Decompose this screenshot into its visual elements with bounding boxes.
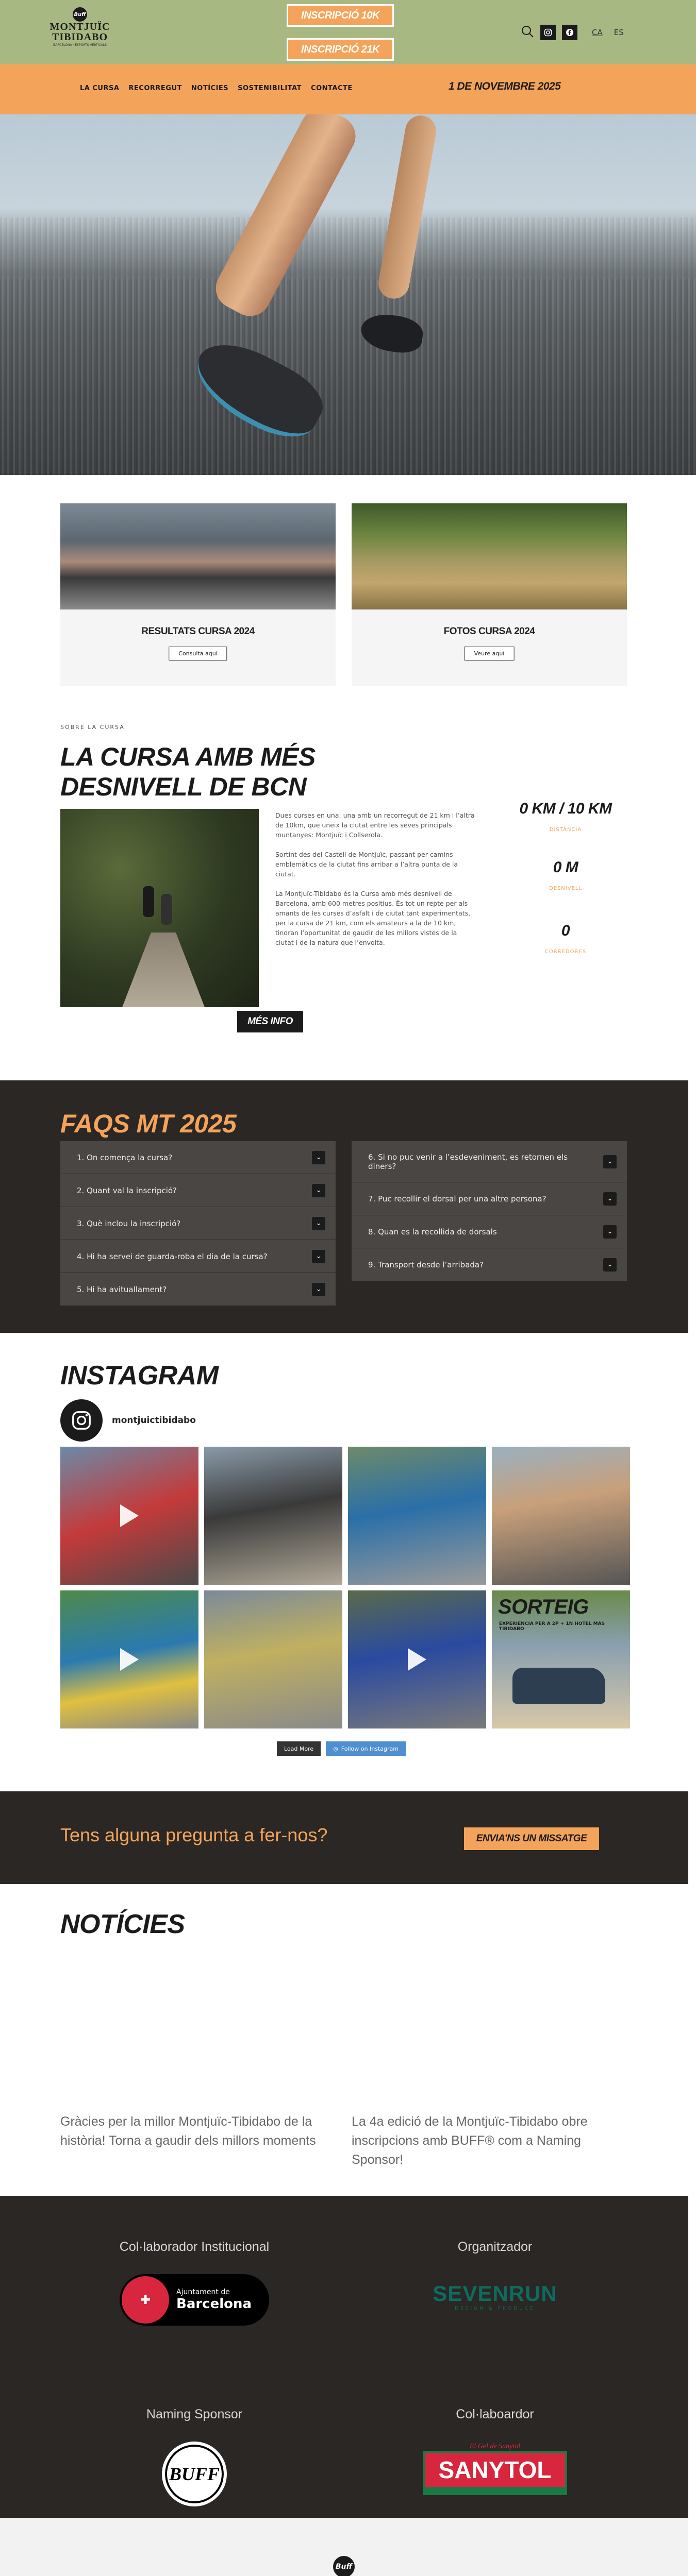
sorteig-subtitle: EXPERIENCIA PER A 2P + 1N HOTEL MAS TIBIDABO: [499, 1621, 605, 1632]
partner-naming-sponsor: [60, 2407, 328, 2506]
faq-question: 5. Hi ha avituallament?: [77, 1284, 167, 1294]
chevron-down-icon[interactable]: ⌄: [312, 1217, 325, 1230]
instagram-post[interactable]: [204, 1447, 342, 1585]
contact-text: Tens alguna pregunta a fer-nos?: [60, 1824, 328, 1845]
faq-item[interactable]: [60, 1174, 336, 1207]
follow-label: Follow on Instagram: [341, 1745, 399, 1752]
faq-title: FAQS MT 2025: [60, 1109, 237, 1138]
register-10k-button[interactable]: INSCRIPCIÓ 10K: [287, 4, 394, 27]
facebook-icon[interactable]: [562, 25, 577, 40]
city-texture: [0, 217, 696, 279]
faq-item[interactable]: [60, 1273, 336, 1306]
chevron-down-icon[interactable]: ⌄: [312, 1151, 325, 1164]
faq-item[interactable]: [352, 1248, 627, 1281]
about-kicker: SOBRE LA CURSA: [60, 724, 125, 731]
play-icon: [120, 1648, 139, 1671]
site-logo[interactable]: [42, 7, 118, 59]
faq-question: 7. Puc recollir el dorsal per una altre persona?: [368, 1194, 546, 1204]
faq-item[interactable]: [352, 1215, 627, 1248]
instagram-title: INSTAGRAM: [60, 1361, 219, 1391]
news-item[interactable]: La 4a edició de la Montjuïc-Tibidabo obre inscripcions amb BUFF® com a Naming Sponsor!: [352, 2114, 588, 2167]
stat-value: 0 KM / 10 KM: [519, 800, 612, 817]
barcelona-seal-icon: ✚: [122, 2276, 169, 2324]
logo-word-top: MONTJUÏC: [49, 21, 110, 32]
ajuntament-line2: Barcelona: [176, 2296, 252, 2312]
instagram-post[interactable]: [60, 1447, 198, 1585]
runner-figure: [161, 894, 172, 925]
instagram-grid: [60, 1447, 630, 1728]
instagram-post[interactable]: [492, 1590, 630, 1728]
stat-value: 0 M: [553, 859, 578, 876]
chevron-down-icon[interactable]: ⌄: [603, 1225, 617, 1239]
partner-institutional: [60, 2240, 328, 2326]
sanytol-tagline: El Gel de Sanytol: [469, 2443, 521, 2450]
sanytol-logo[interactable]: [423, 2443, 567, 2495]
nav-sostenibilitat[interactable]: SOSTENIBILITAT: [238, 84, 302, 92]
photos-button[interactable]: Veure aquí: [465, 647, 515, 660]
footer-logo[interactable]: [292, 2556, 395, 2576]
sevenrun-logo[interactable]: SEVENRUN: [433, 2281, 557, 2306]
partner-label: Naming Sponsor: [146, 2407, 243, 2421]
about-text: [275, 810, 476, 957]
faq-item[interactable]: [352, 1182, 627, 1215]
nav-contacte[interactable]: CONTACTE: [311, 84, 353, 92]
header-tools: [521, 25, 624, 40]
more-info-button[interactable]: MÉS INFO: [237, 1011, 303, 1032]
race-date: 1 DE NOVEMBRE 2025: [449, 80, 561, 92]
news-section: [60, 1909, 627, 2182]
about-paragraph: Dues curses en una: una amb un recorregut de 21 km i l’altra de 10km, que uneix la ciutat entre les seves principals muntanyes: Montjuïc i Collserola.: [275, 811, 475, 839]
search-icon[interactable]: [521, 25, 534, 40]
nav-links: [80, 84, 353, 92]
play-icon: [120, 1504, 139, 1527]
sanytol-wordmark: SANYTOL: [423, 2451, 567, 2489]
instagram-profile[interactable]: [60, 1399, 627, 1442]
ajuntament-line1: Ajuntament de: [176, 2288, 230, 2296]
trail-path: [122, 933, 205, 1007]
stat-value: 0: [561, 922, 570, 939]
nav-la-cursa[interactable]: LA CURSA: [80, 84, 120, 92]
about-title: LA CURSA AMB MÉS DESNIVELL DE BCN: [60, 742, 316, 801]
instagram-post[interactable]: [348, 1590, 486, 1728]
play-icon: [408, 1648, 426, 1671]
chevron-down-icon[interactable]: ⌄: [312, 1184, 325, 1197]
runner-figure: [143, 886, 154, 917]
buff-logo[interactable]: BUFF: [162, 2442, 227, 2506]
ajuntament-text: [176, 2288, 252, 2312]
partners-section: [0, 2196, 688, 2518]
photos-photo: [352, 503, 627, 609]
results-card: [60, 503, 336, 686]
sanytol-bar: [423, 2489, 567, 2495]
top-header: [0, 0, 696, 64]
photos-card: [352, 503, 627, 686]
partner-label: Col·laborador Institucional: [119, 2240, 270, 2254]
faq-column-right: [352, 1141, 627, 1281]
instagram-icon: ◎: [333, 1745, 338, 1752]
instagram-icon: [60, 1399, 103, 1442]
photos-card-title: FOTOS CURSA 2024: [443, 626, 535, 637]
stat-label: CORREDORES: [544, 949, 587, 955]
chevron-down-icon[interactable]: ⌄: [603, 1192, 617, 1206]
faq-question: 3. Què inclou la inscripció?: [77, 1218, 181, 1228]
results-button[interactable]: Consulta aquí: [169, 647, 227, 660]
contact-section: [0, 1791, 688, 1884]
sorteig-label: SORTEIG: [498, 1596, 589, 1618]
stat-label: DESNIVELL: [549, 886, 583, 891]
instagram-section: [60, 1360, 627, 1752]
faq-question: 6. Si no puc venir a l’esdeveniment, es retornen els diners?: [368, 1152, 568, 1171]
car-image: [512, 1668, 605, 1704]
faq-question: 1. On comença la cursa?: [77, 1153, 173, 1162]
stat-label: DISTÀNCIA: [549, 827, 582, 833]
news-title: NOTÍCIES: [60, 1909, 185, 1939]
instagram-post[interactable]: [60, 1590, 198, 1728]
faq-item[interactable]: [60, 1240, 336, 1273]
instagram-post[interactable]: [492, 1447, 630, 1585]
instagram-post[interactable]: [348, 1447, 486, 1585]
contact-button[interactable]: ENVIA’NS UN MISSATGE: [464, 1827, 599, 1850]
chevron-down-icon[interactable]: ⌄: [603, 1155, 617, 1168]
faq-item[interactable]: [60, 1141, 336, 1174]
sevenrun-subtitle: DESIGN & PRODUCE: [455, 2306, 535, 2311]
nav-recorregut[interactable]: RECORREGUT: [128, 84, 182, 92]
main-nav: [0, 64, 696, 114]
chevron-down-icon[interactable]: ⌄: [312, 1250, 325, 1263]
faq-item[interactable]: [60, 1207, 336, 1240]
ajuntament-logo[interactable]: [120, 2274, 269, 2326]
faq-question: 4. Hi ha servei de guarda-roba el dia de la cursa?: [77, 1251, 268, 1261]
instagram-handle: montjuictibidabo: [112, 1415, 196, 1426]
logo-subtitle: BARCELONA · ESPORTS VERTICALS: [53, 43, 107, 47]
instagram-icon[interactable]: [540, 25, 556, 40]
faq-item[interactable]: [352, 1141, 627, 1182]
load-more-button[interactable]: Load More: [277, 1741, 321, 1756]
nav-noticies[interactable]: NOTÍCIES: [191, 84, 229, 92]
chevron-down-icon[interactable]: ⌄: [603, 1258, 617, 1272]
partner-label: Col·laboardor: [456, 2407, 534, 2421]
news-item[interactable]: Gràcies per la millor Montjuïc-Tibidabo de la història! Torna a gaudir dels millors moments: [60, 2114, 316, 2148]
language-es[interactable]: ES: [614, 28, 624, 37]
results-photo: [60, 503, 336, 609]
register-21k-button[interactable]: INSCRIPCIÓ 21K: [287, 38, 394, 61]
partner-organizer: [361, 2240, 629, 2311]
about-paragraph: La Montjuïc-Tibidabo és la Cursa amb més desnivell de Barcelona, amb 600 metres positius. Ës tot un repte per als amants de les curses d’asfalt i de ciutat tant experimentats, per la cursa de 21 km, com els amateurs a la de 10 km, tindran l’oportunitat de gaudir de les millors vistes de la ciutat i de la natura que l’envolta.: [275, 890, 471, 946]
instagram-post[interactable]: [204, 1590, 342, 1728]
buff-badge-icon: Buff: [333, 2556, 355, 2576]
language-ca[interactable]: CA: [592, 28, 603, 37]
chevron-down-icon[interactable]: ⌄: [312, 1283, 325, 1296]
city-texture-lower: [0, 279, 696, 475]
stat-distance: [504, 800, 627, 833]
stat-elevation: [504, 859, 627, 891]
faq-question: 8. Quan es la recollida de dorsals: [368, 1227, 497, 1236]
results-section: [60, 503, 627, 686]
about-section: [60, 724, 627, 1043]
hero-image: [0, 114, 696, 475]
faq-question: 9. Transport desde l’arribada?: [368, 1260, 484, 1269]
faq-section: [0, 1080, 688, 1333]
instagram-buttons: [277, 1741, 406, 1756]
follow-instagram-button[interactable]: [326, 1741, 406, 1756]
about-photo: [60, 809, 259, 1007]
partner-collaborator: [361, 2407, 629, 2495]
buff-badge-icon: Buff: [73, 7, 87, 22]
footer: [0, 2518, 688, 2576]
about-paragraph: Sortint des del Castell de Montjuïc, passant per camins emblemàtics de la ciutat fins arribar a l’altra punta de la ciutat.: [275, 851, 458, 878]
stat-runners: [504, 922, 627, 955]
logo-word-bottom: TIBIDABO: [52, 31, 108, 43]
faq-question: 2. Quant val la inscripció?: [77, 1185, 177, 1195]
results-card-title: RESULTATS CURSA 2024: [141, 626, 255, 637]
partner-label: Organitzador: [457, 2240, 533, 2254]
faq-column-left: [60, 1141, 336, 1306]
